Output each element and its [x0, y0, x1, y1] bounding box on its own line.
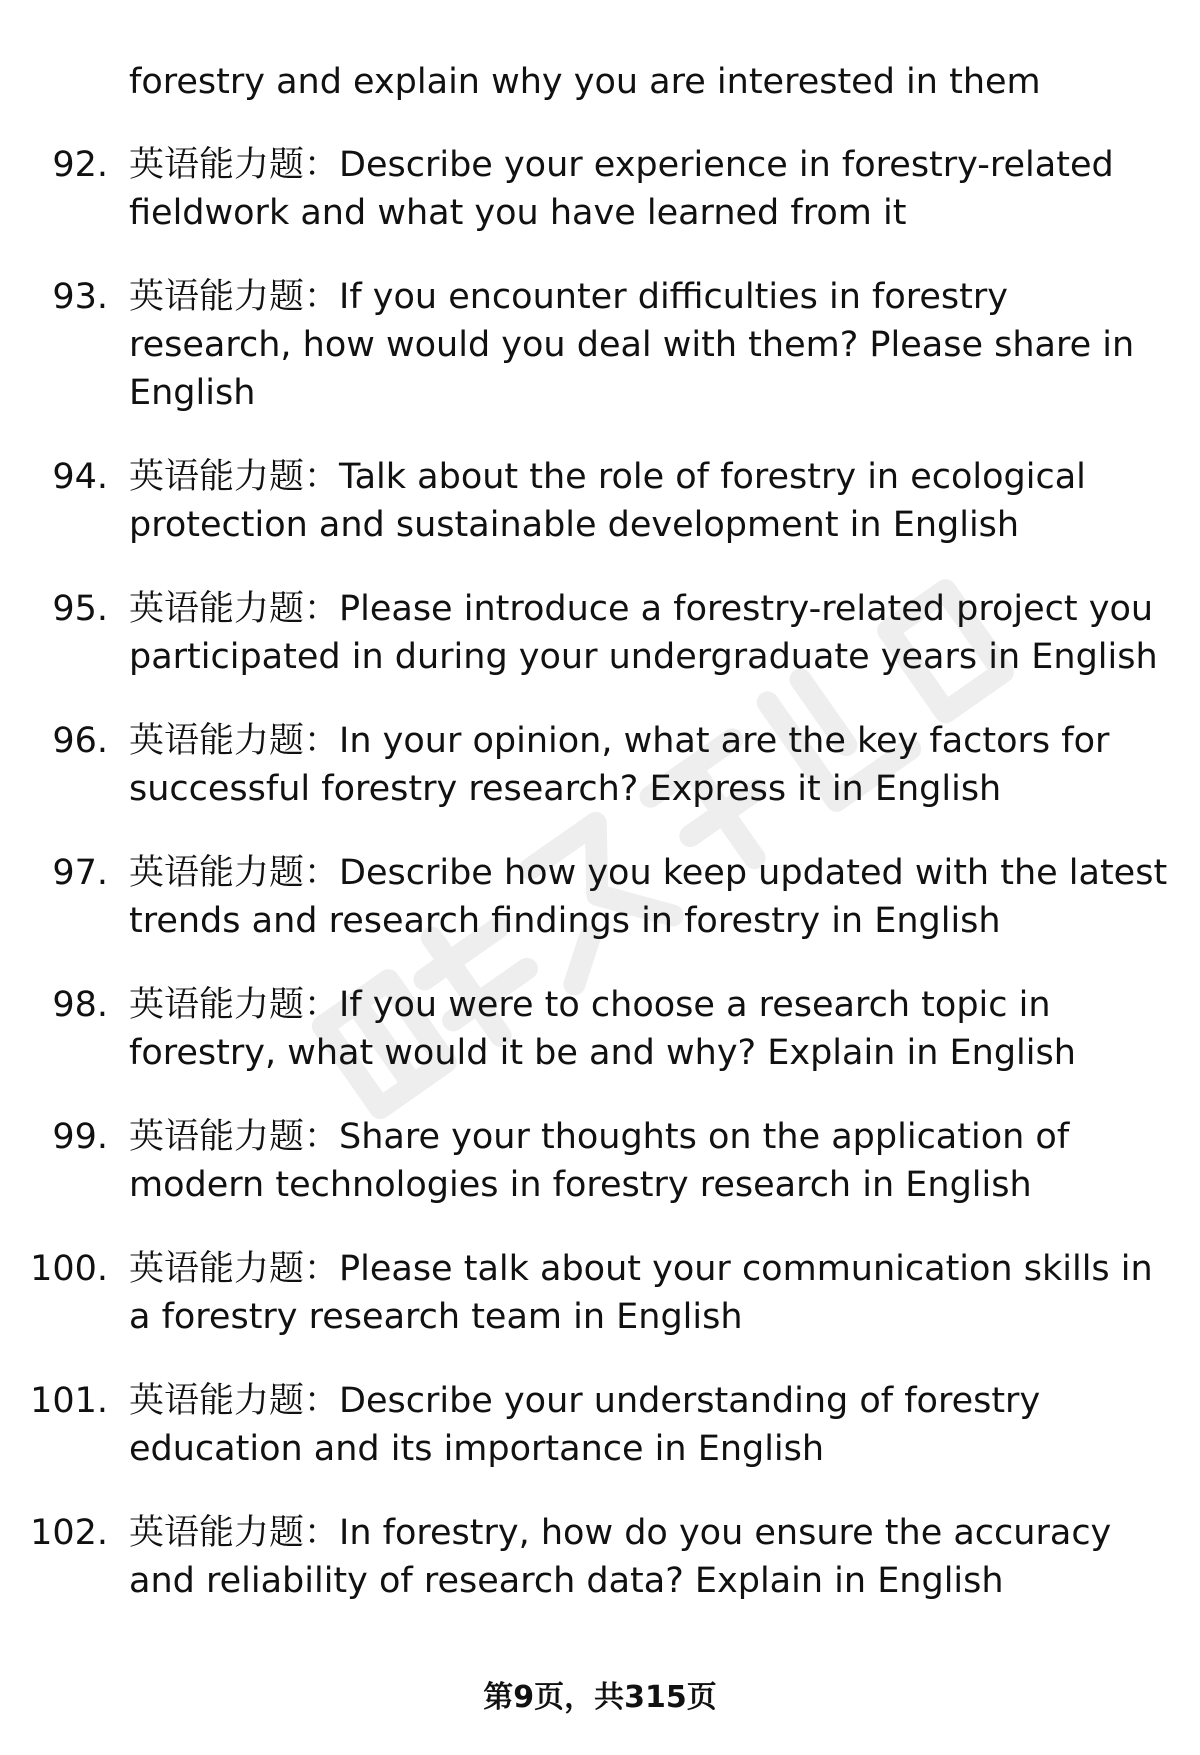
question-item	[0, 849, 1200, 945]
question-number: 93.	[52, 277, 108, 317]
question-tag: 英语能力题：	[129, 1249, 340, 1289]
question-body: If you encounter difficulties in forestry research, how would you deal with them? Please share in English	[129, 277, 1135, 413]
page-number: 第9页，共315页	[483, 1680, 717, 1715]
question-body: Describe your understanding of forestry education and its importance in English	[129, 1381, 1041, 1469]
question-body: If you were to choose a research topic in forestry, what would it be and why? Explain in English	[129, 985, 1076, 1073]
question-text	[129, 1113, 1169, 1209]
question-body: Share your thoughts on the application of modern technologies in forestry research in English	[129, 1117, 1070, 1205]
question-item	[0, 1377, 1200, 1473]
question-number: 102.	[30, 1513, 108, 1553]
question-body: Talk about the role of forestry in ecological protection and sustainable development in English	[129, 457, 1086, 545]
question-tag: 英语能力题：	[129, 1117, 340, 1157]
question-item	[0, 585, 1200, 681]
question-number: 95.	[52, 589, 108, 629]
question-number: 98.	[52, 985, 108, 1025]
question-tag: 英语能力题：	[129, 277, 340, 317]
question-list	[0, 141, 1200, 1641]
question-number: 92.	[52, 145, 108, 185]
question-text	[129, 849, 1169, 945]
question-text	[129, 273, 1169, 417]
question-item	[0, 1113, 1200, 1209]
question-body: Describe your experience in forestry-related fieldwork and what you have learned from it	[129, 145, 1114, 233]
continuation-text: forestry and explain why you are interested in them	[129, 62, 1041, 102]
question-tag: 英语能力题：	[129, 589, 340, 629]
question-body: In forestry, how do you ensure the accuracy and reliability of research data? Explain in English	[129, 1513, 1112, 1601]
question-item	[0, 453, 1200, 549]
question-item	[0, 141, 1200, 237]
question-text	[129, 1509, 1169, 1605]
question-tag: 英语能力题：	[129, 721, 340, 761]
question-tag: 英语能力题：	[129, 145, 340, 185]
question-item	[0, 981, 1200, 1077]
question-tag: 英语能力题：	[129, 853, 340, 893]
question-number: 96.	[52, 721, 108, 761]
question-number: 99.	[52, 1117, 108, 1157]
question-text	[129, 453, 1169, 549]
question-body: Please talk about your communication skills in a forestry research team in English	[129, 1249, 1153, 1337]
question-number: 101.	[30, 1381, 108, 1421]
question-text	[129, 1377, 1169, 1473]
question-body: Describe how you keep updated with the latest trends and research findings in forestry in English	[129, 853, 1168, 941]
question-item	[0, 273, 1200, 417]
question-text	[129, 585, 1169, 681]
question-item	[0, 1509, 1200, 1605]
question-tag: 英语能力题：	[129, 985, 340, 1025]
question-text	[129, 717, 1169, 813]
question-tag: 英语能力题：	[129, 1513, 340, 1553]
question-item	[0, 717, 1200, 813]
question-tag: 英语能力题：	[129, 457, 340, 497]
question-tag: 英语能力题：	[129, 1381, 340, 1421]
question-text	[129, 1245, 1169, 1341]
question-item	[0, 1245, 1200, 1341]
question-number: 100.	[30, 1249, 108, 1289]
question-body: In your opinion, what are the key factors for successful forestry research? Express it in English	[129, 721, 1110, 809]
question-number: 97.	[52, 853, 108, 893]
question-text	[129, 981, 1169, 1077]
question-text	[129, 141, 1169, 237]
question-number: 94.	[52, 457, 108, 497]
question-body: Please introduce a forestry-related project you participated in during your undergraduate years in English	[129, 589, 1158, 677]
